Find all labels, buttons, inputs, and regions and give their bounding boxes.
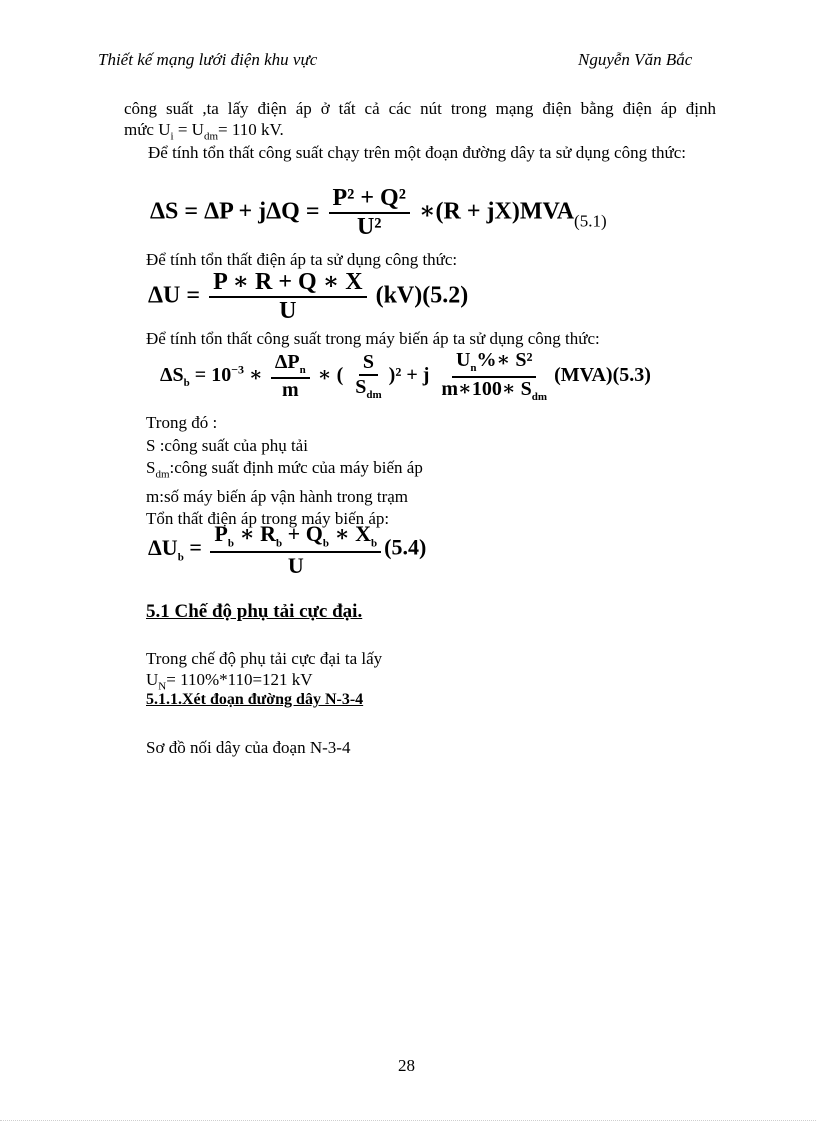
- equation-5-2: [148, 270, 468, 324]
- eq3-exponent: −3: [231, 362, 245, 377]
- eq1-label: (5.1): [574, 211, 607, 231]
- equation-5-3: [160, 350, 651, 403]
- eq4-lhs: $\Delta U_b$: [148, 534, 184, 563]
- text-run: = U: [173, 120, 204, 139]
- eq1-denominator: U²: [356, 214, 382, 241]
- diagram-caption: Sơ đồ nối dây của đoạn N-3-4: [146, 738, 351, 757]
- eq4-rhs: (5.4): [384, 534, 427, 560]
- eq1-rhs: ∗(R + jX)MVA: [418, 198, 575, 225]
- section-heading: 5.1 Chế độ phụ tải cực đại.: [146, 601, 363, 622]
- eq4-equals: =: [183, 534, 202, 560]
- eq3-lhs: $\Delta S_b$: [160, 364, 190, 390]
- eq3-f1-numerator: $\Delta P_n$: [271, 352, 310, 380]
- equation-5-1: [150, 186, 607, 240]
- eq2-rhs: (kV)(5.2): [375, 282, 469, 309]
- eq4-numerator: $P_b$ ∗ $R_b + Q_b$ ∗ $X_b$: [210, 522, 381, 553]
- eq4-denominator: U: [287, 552, 304, 578]
- eq3-operator: ∗ (: [312, 364, 344, 387]
- eq3-rhs: (MVA)(5.3): [554, 364, 651, 387]
- paragraph-1-line-1: công suất ,ta lấy điện áp ở tất cả các nút trong mạng điện bằng điện áp định: [124, 99, 716, 118]
- intro-equation-5-3: Để tính tổn thất công suất trong máy biến áp ta sử dụng công thức:: [146, 329, 600, 348]
- equation-5-4: [148, 522, 426, 577]
- transformer-voltage-loss-label: Tổn thất điện áp trong máy biến áp:: [146, 509, 390, 529]
- eq1-numerator: P² + Q²: [329, 186, 410, 214]
- text-run: = 110 kV.: [218, 120, 284, 139]
- eq3-operator: ∗: [244, 364, 268, 387]
- eq2-fraction: [209, 270, 367, 324]
- subscript: dm: [203, 130, 219, 143]
- definition-m: m:số máy biến áp vận hành trong trạm: [146, 486, 409, 506]
- text-run: mức U: [124, 120, 171, 139]
- eq3-fraction-3: [437, 350, 551, 403]
- section-line-1: Trong chế độ phụ tải cực đại ta lấy: [146, 649, 383, 668]
- paragraph-1: [124, 98, 716, 147]
- eq1-fraction: [329, 186, 410, 240]
- header-author: Nguyễn Văn Bắc: [578, 50, 693, 69]
- intro-equation-5-2: Để tính tổn thất điện áp ta sử dụng công thức:: [146, 250, 458, 269]
- eq3-operator: )² + j: [388, 364, 430, 387]
- subscript: i: [170, 130, 174, 143]
- eq1-lhs: ΔS = ΔP + jΔQ =: [150, 198, 320, 225]
- eq4-fraction: [210, 522, 381, 577]
- page-number: 28: [398, 1056, 415, 1075]
- section-line-2: $U_N= 110\%*110=121$ kV: [146, 670, 313, 693]
- eq2-lhs: ΔU =: [148, 282, 201, 309]
- paragraph-2: Để tính tổn thất công suất chạy trên một đoạn đường dây ta sử dụng công thức:: [148, 143, 687, 162]
- eq3-f3-denominator: m∗100∗ $S_{dm}$: [441, 377, 548, 403]
- definitions-block: [146, 412, 423, 531]
- eq3-f3-numerator: $U_n\%∗$ S²: [452, 350, 537, 378]
- definition-sdm: $S_{dm}:công$ suất định mức của máy biến áp: [146, 458, 423, 481]
- page-edge-divider: [0, 1120, 816, 1121]
- header-title: Thiết kế mạng lưới điện khu vực: [98, 50, 318, 69]
- eq3-fraction-2: [351, 352, 385, 402]
- eq3-f1-denominator: m: [281, 379, 299, 402]
- eq3-f2-numerator: S: [359, 352, 378, 376]
- eq3-f2-denominator: $S_{dm}$: [355, 375, 382, 401]
- definition-s: S :công suất của phụ tải: [146, 435, 308, 455]
- eq2-numerator: P ∗ R + Q ∗ X: [209, 270, 367, 298]
- eq2-denominator: U: [279, 298, 297, 325]
- subsection-heading: 5.1.1.Xét đoạn đường dây N-3-4: [146, 691, 364, 708]
- eq3-equals: = 10: [189, 364, 232, 387]
- where-label: Trong đó :: [146, 413, 218, 432]
- eq3-fraction-1: [271, 352, 310, 402]
